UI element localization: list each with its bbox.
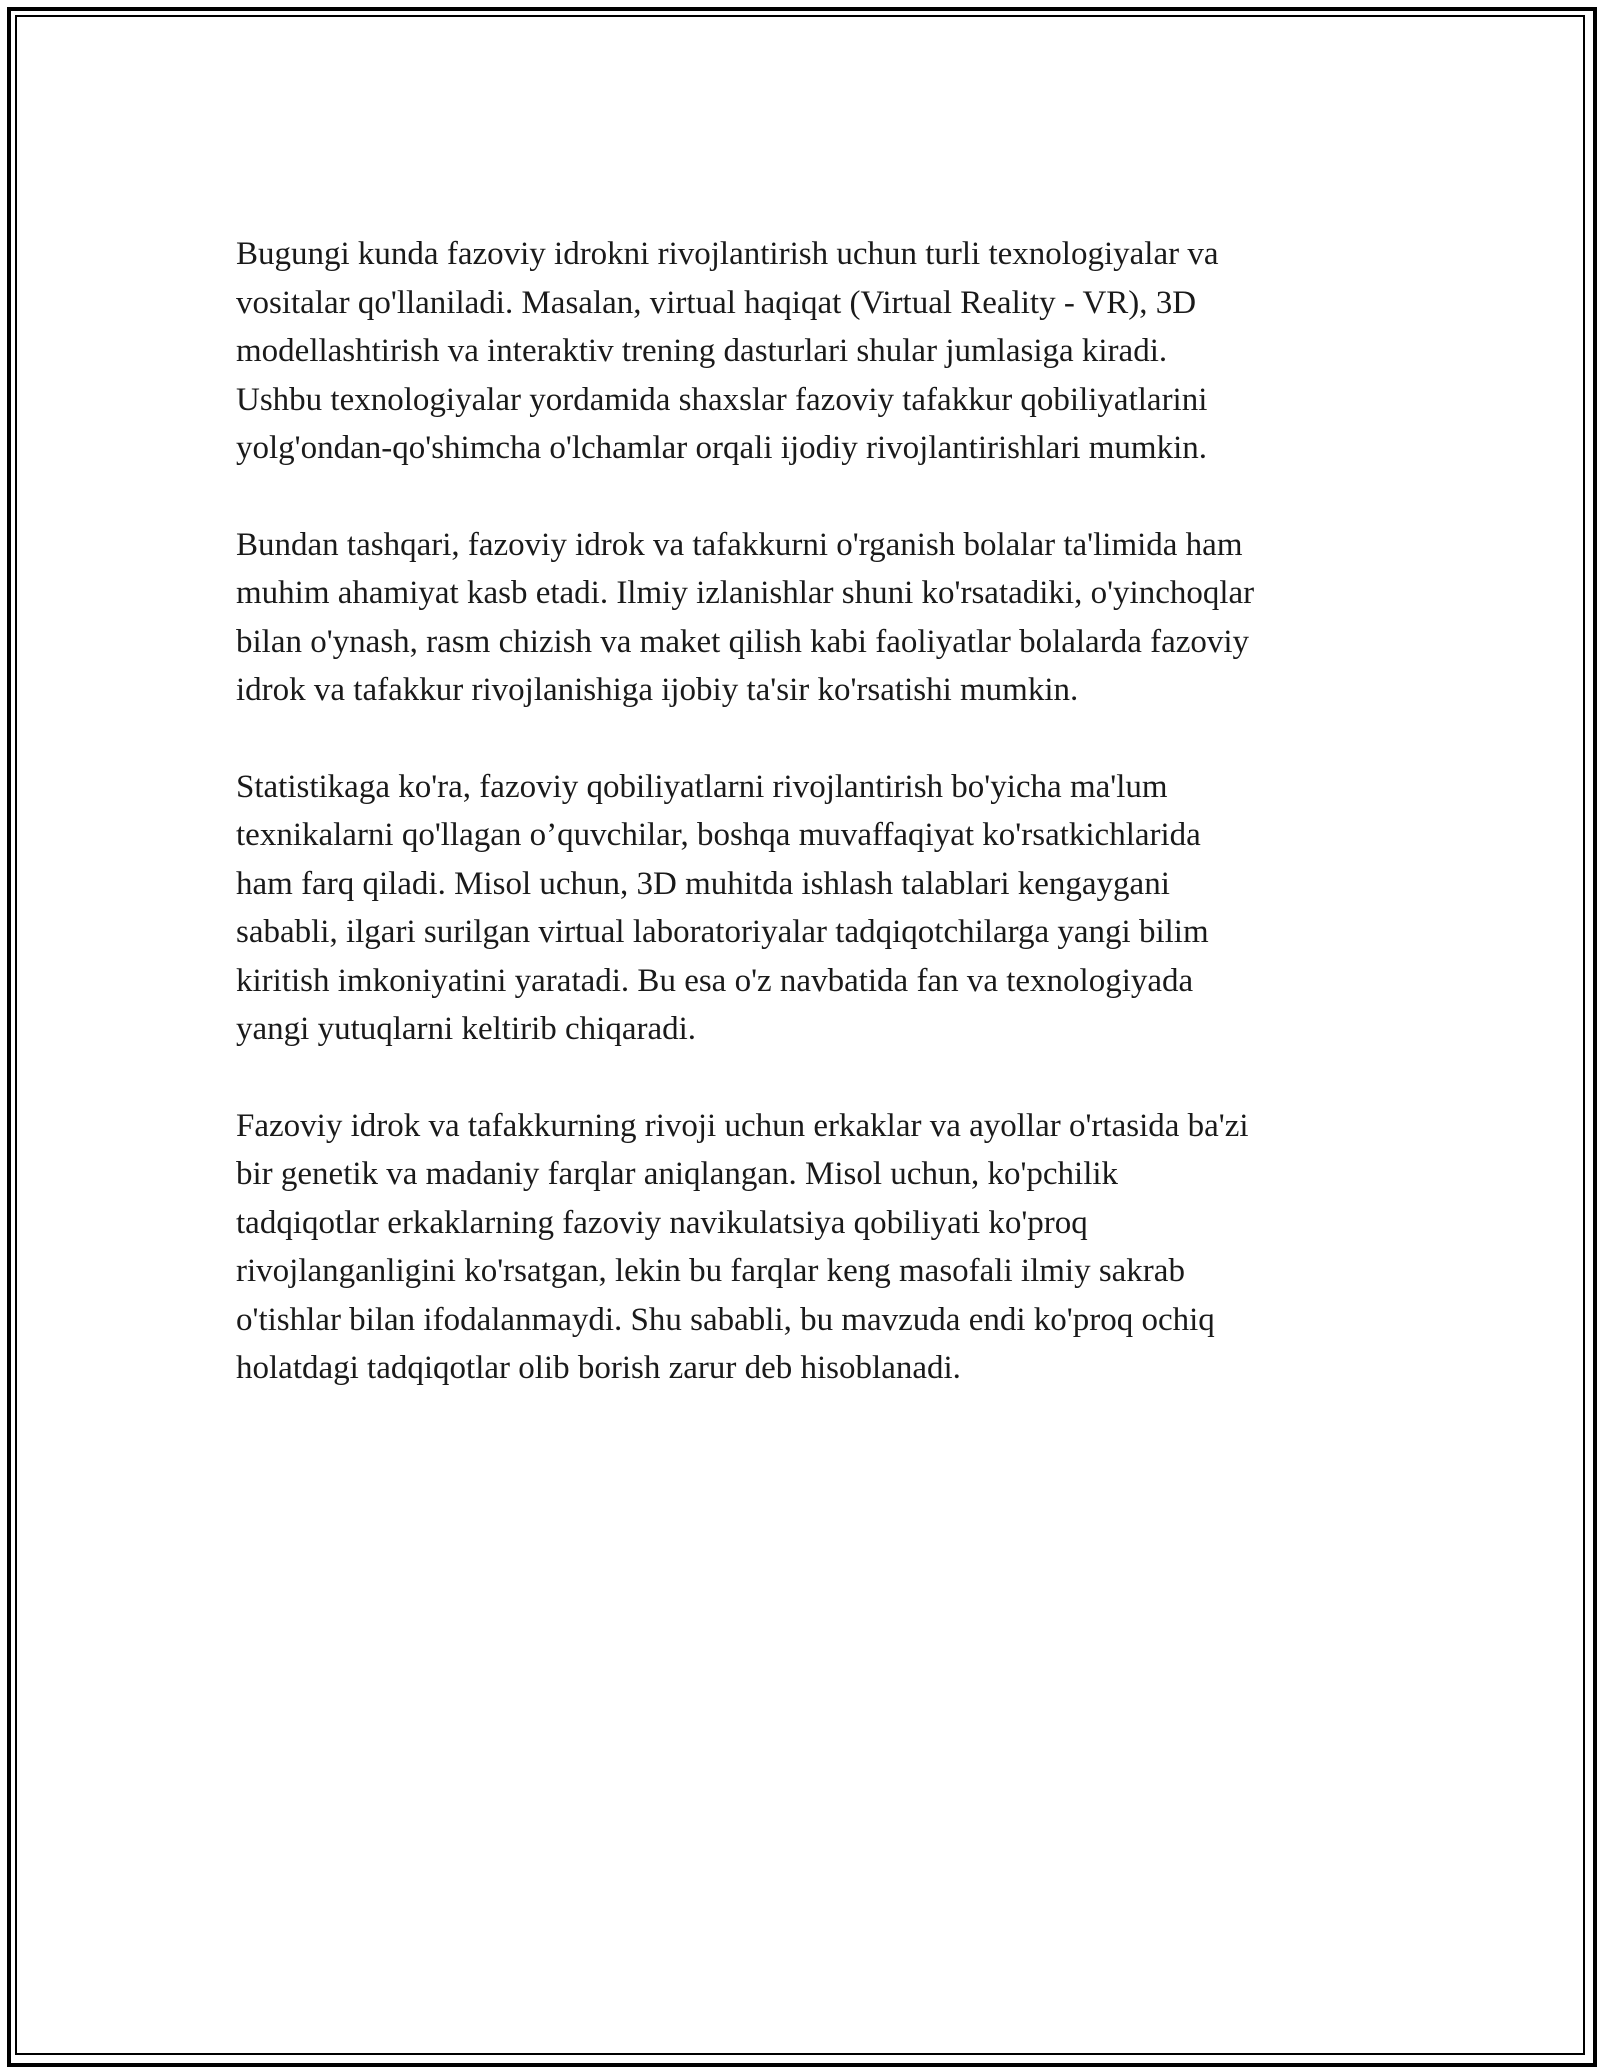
document-body xyxy=(236,230,1376,1441)
text-line: yangi yutuqlarni keltirib chiqaradi. xyxy=(236,1011,697,1047)
text-line: texnikalarni qo'llagan o’quvchilar, boshqa muvaffaqiyat ko'rsatkichlarida xyxy=(236,817,1201,853)
text-line: tadqiqotlar erkaklarning fazoviy navikulatsiya qobiliyati ko'proq xyxy=(236,1204,1088,1241)
text-line: o'tishlar bilan ifodalanmaydi. Shu sababli, bu mavzuda endi ko'proq ochiq xyxy=(236,1301,1215,1338)
paragraph-2 xyxy=(236,521,1376,715)
text-line: holatdagi tadqiqotlar olib borish zarur deb hisoblanadi. xyxy=(236,1350,961,1386)
paragraph-4 xyxy=(236,1102,1376,1393)
text-line: sababli, ilgari surilgan virtual laboratoriyalar tadqiqotchilarga yangi bilim xyxy=(236,914,1209,950)
text-line: bir genetik va madaniy farqlar aniqlangan. Misol uchun, ko'pchilik xyxy=(236,1156,1119,1192)
text-line: bilan o'ynash, rasm chizish va maket qilish kabi faoliyatlar bolalarda fazoviy xyxy=(236,623,1250,660)
text-line: muhim ahamiyat kasb etadi. Ilmiy izlanishlar shuni ko'rsatadiki, o'yinchoqlar xyxy=(236,575,1255,611)
paragraph-1 xyxy=(236,230,1376,473)
text-line: yolg'ondan-qo'shimcha o'lchamlar orqali ijodiy rivojlantirishlari mumkin. xyxy=(236,430,1207,466)
text-line: Ushbu texnologiyalar yordamida shaxslar fazoviy tafakkur qobiliyatlarini xyxy=(236,381,1208,418)
text-line: rivojlanganligini ko'rsatgan, lekin bu farqlar keng masofali ilmiy sakrab xyxy=(236,1253,1185,1289)
text-line: Statistikaga ko'ra, fazoviy qobiliyatlarni rivojlantirish bo'yicha ma'lum xyxy=(236,768,1168,805)
text-line: kiritish imkoniyatini yaratadi. Bu esa o'z navbatida fan va texnologiyada xyxy=(236,962,1194,999)
text-line: Fazoviy idrok va tafakkurning rivoji uchun erkaklar va ayollar o'rtasida ba'zi xyxy=(236,1107,1249,1144)
text-line: idrok va tafakkur rivojlanishiga ijobiy ta'sir ko'rsatishi mumkin. xyxy=(236,672,1079,708)
text-line: vositalar qo'llaniladi. Masalan, virtual haqiqat (Virtual Reality - VR), 3D xyxy=(236,284,1197,321)
text-line: Bugungi kunda fazoviy idrokni rivojlantirish uchun turli texnologiyalar va xyxy=(236,236,1219,272)
paragraph-3 xyxy=(236,763,1376,1054)
text-line: Bundan tashqari, fazoviy idrok va tafakkurni o'rganish bolalar ta'limida ham xyxy=(236,526,1243,563)
text-line: ham farq qiladi. Misol uchun, 3D muhitda ishlash talablari kengaygani xyxy=(236,865,1170,902)
text-line: modellashtirish va interaktiv trening dasturlari shular jumlasiga kiradi. xyxy=(236,333,1168,369)
